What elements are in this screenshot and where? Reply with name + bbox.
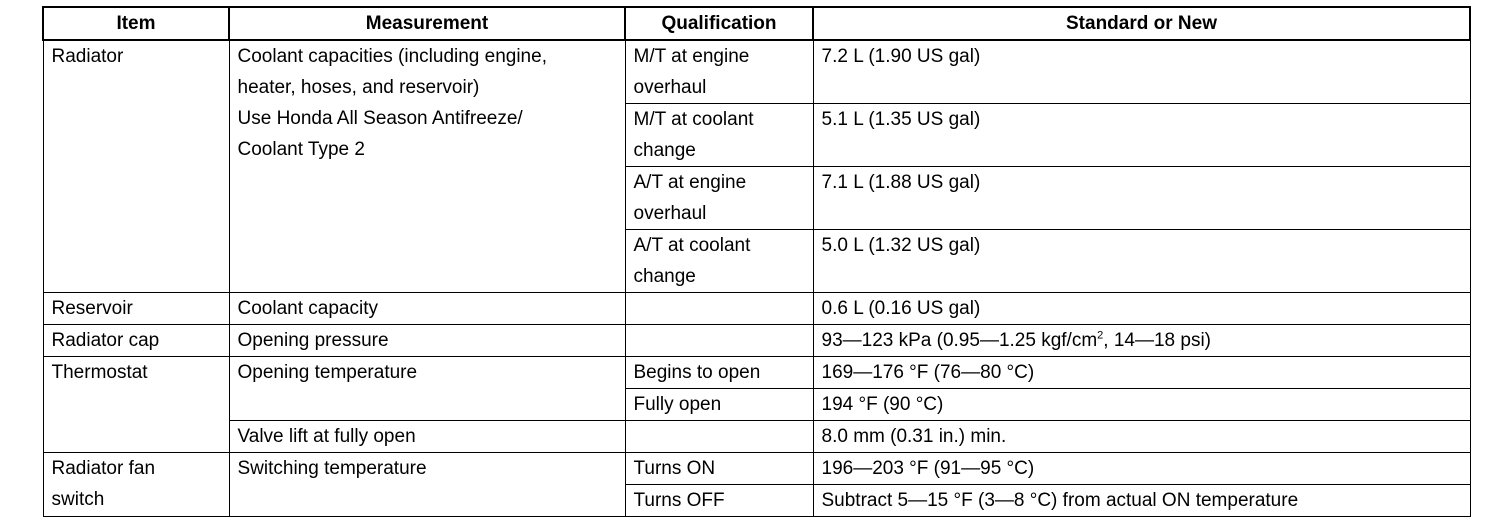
cooling-spec-table xyxy=(42,6,1471,517)
fan-switch-item-cell xyxy=(43,453,229,517)
fan-switch-measurement: Switching temperature xyxy=(229,453,625,517)
thermostat-value: 169—176 °F (76—80 °C) xyxy=(813,357,1470,389)
qualification-line: overhaul xyxy=(633,203,707,224)
thermostat-qualification: Fully open xyxy=(625,389,813,421)
radiator-measurement-line: Coolant Type 2 xyxy=(237,139,365,160)
standard-value: 5.0 L (1.32 US gal) xyxy=(813,230,1470,293)
radiator-measurement-line: heater, hoses, and reservoir) xyxy=(237,77,480,98)
radiator-measurement-line: Use Honda All Season Antifreeze/ xyxy=(237,108,523,129)
fan-switch-value: 196—203 °F (91—95 °C) xyxy=(813,453,1470,485)
table-row xyxy=(43,40,1470,104)
table-row xyxy=(43,453,1470,485)
thermostat-item: Thermostat xyxy=(43,357,229,453)
reservoir-value: 0.6 L (0.16 US gal) xyxy=(813,293,1470,325)
thermostat-qualification: Begins to open xyxy=(625,357,813,389)
standard-value: 7.2 L (1.90 US gal) xyxy=(813,40,1470,104)
standard-value: 7.1 L (1.88 US gal) xyxy=(813,167,1470,230)
qualification-cell xyxy=(625,104,813,167)
radiator-cap-value-tail: , 14—18 psi) xyxy=(1103,330,1212,351)
reservoir-qualification xyxy=(625,293,813,325)
header-qualification: Qualification xyxy=(625,7,813,40)
thermostat-qualification xyxy=(625,421,813,453)
table-row xyxy=(43,293,1470,325)
radiator-item: Radiator xyxy=(51,46,124,67)
header-item: Item xyxy=(43,7,229,40)
radiator-cap-measurement: Opening pressure xyxy=(229,325,625,357)
table-row xyxy=(43,325,1470,357)
qualification-line: M/T at coolant xyxy=(633,109,754,130)
qualification-line: change xyxy=(633,266,696,287)
superscript-exponent: 2 xyxy=(1097,329,1104,342)
header-standard: Standard or New xyxy=(813,7,1470,40)
thermostat-measurement: Valve lift at fully open xyxy=(229,421,625,453)
fan-switch-item-line: Radiator fan xyxy=(51,458,156,479)
radiator-measurement-line: Coolant capacities (including engine, xyxy=(237,46,547,67)
radiator-measurement-cell xyxy=(229,40,625,293)
qualification-cell xyxy=(625,40,813,104)
thermostat-value: 194 °F (90 °C) xyxy=(813,389,1470,421)
qualification-line: change xyxy=(633,140,696,161)
radiator-cap-value-cell xyxy=(813,325,1470,357)
thermostat-measurement: Opening temperature xyxy=(229,357,625,421)
qualification-line: overhaul xyxy=(633,77,707,98)
radiator-cap-item: Radiator cap xyxy=(43,325,229,357)
radiator-cap-qualification xyxy=(625,325,813,357)
qualification-line: A/T at engine xyxy=(633,172,747,193)
table-row xyxy=(43,421,1470,453)
qualification-line: M/T at engine xyxy=(633,46,750,67)
qualification-cell xyxy=(625,230,813,293)
reservoir-item: Reservoir xyxy=(43,293,229,325)
fan-switch-value: Subtract 5—15 °F (3—8 °C) from actual ON temperature xyxy=(813,485,1470,517)
reservoir-measurement: Coolant capacity xyxy=(229,293,625,325)
standard-value: 5.1 L (1.35 US gal) xyxy=(813,104,1470,167)
qualification-line: A/T at coolant xyxy=(633,235,751,256)
header-row xyxy=(43,7,1470,40)
qualification-cell xyxy=(625,167,813,230)
table-row xyxy=(43,357,1470,389)
fan-switch-qualification: Turns ON xyxy=(625,453,813,485)
radiator-cap-value: 93—123 kPa (0.95—1.25 kgf/cm xyxy=(821,330,1098,351)
header-measurement: Measurement xyxy=(229,7,625,40)
radiator-item-cell xyxy=(43,40,229,293)
fan-switch-item-line: switch xyxy=(51,489,105,510)
thermostat-value: 8.0 mm (0.31 in.) min. xyxy=(813,421,1470,453)
fan-switch-qualification: Turns OFF xyxy=(625,485,813,517)
